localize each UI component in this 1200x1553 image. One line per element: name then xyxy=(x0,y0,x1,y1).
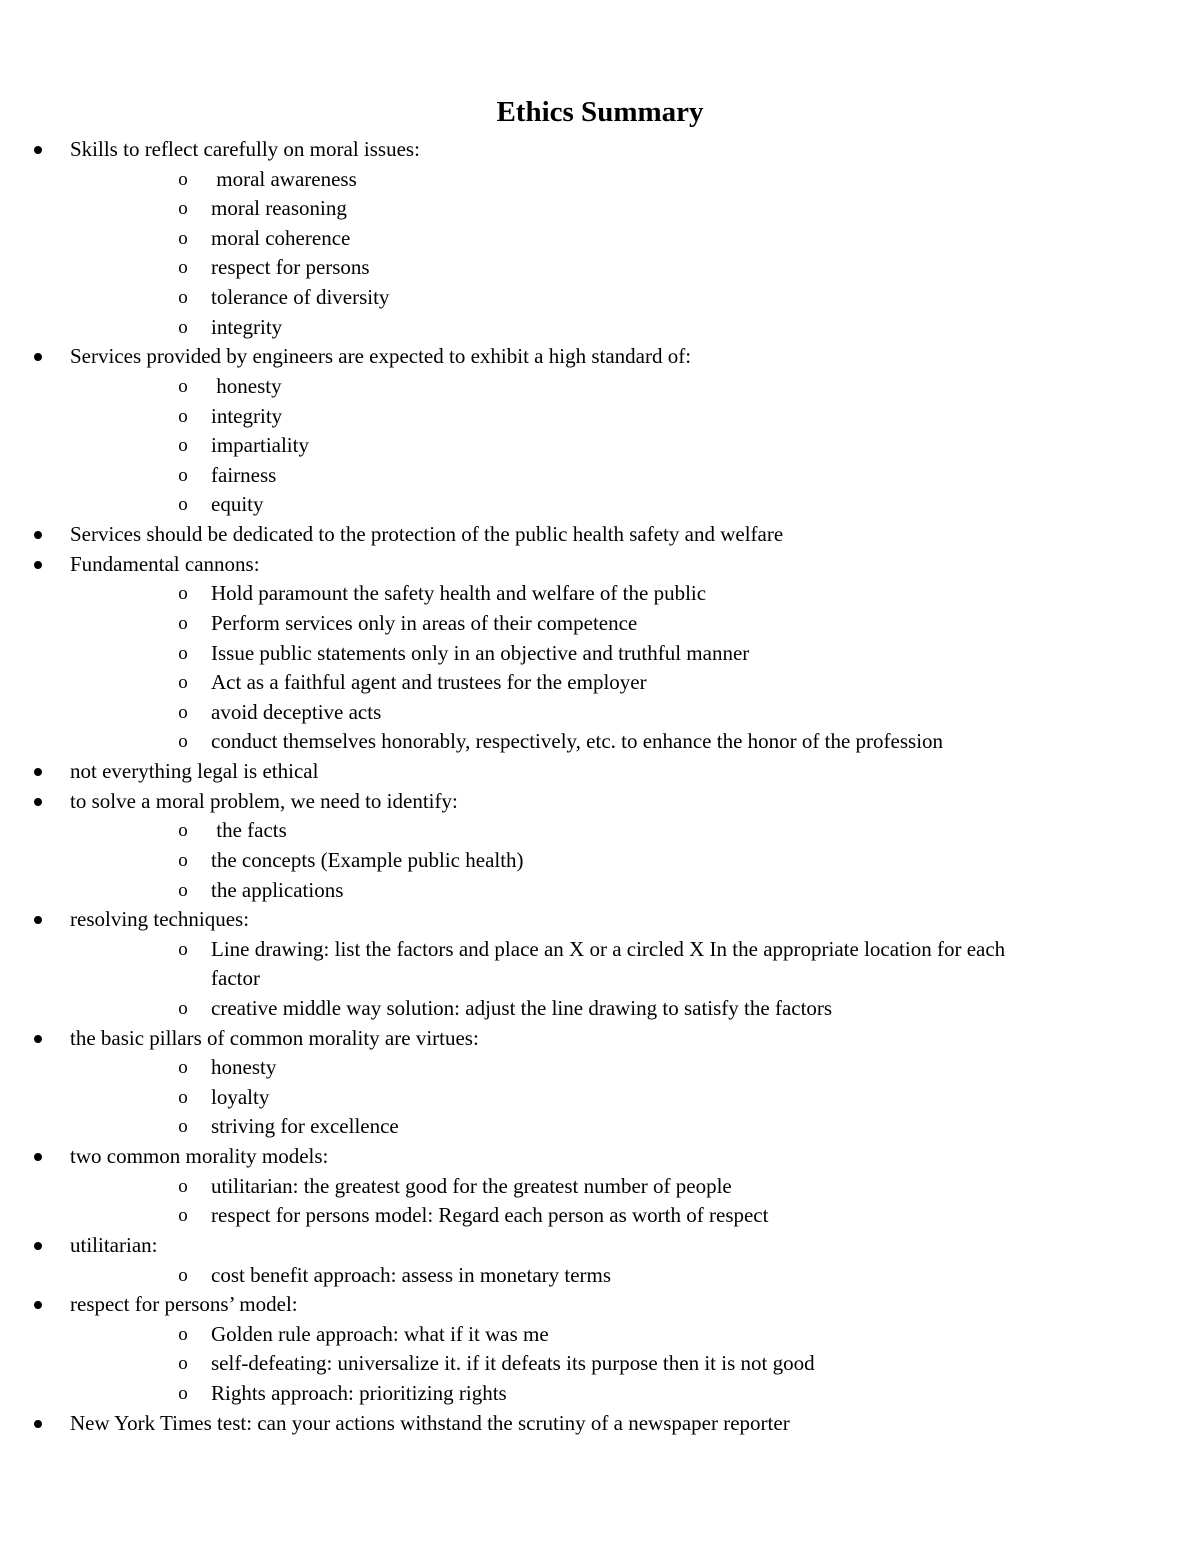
sub-bullet-text: Perform services only in areas of their competence xyxy=(211,611,638,635)
hollow-circle-bullet-icon xyxy=(176,165,190,194)
sub-bullet-text: utilitarian: the greatest good for the greatest number of people xyxy=(211,1174,732,1198)
bullet-text: Services provided by engineers are expected to exhibit a high standard of: xyxy=(70,344,692,368)
bullet-text: resolving techniques: xyxy=(70,907,250,931)
bullet-dot-icon xyxy=(32,520,44,549)
bullet-dot-icon xyxy=(32,1290,44,1319)
bullet-text: Services should be dedicated to the protection of the public health safety and welfare xyxy=(70,522,784,546)
sub-bullet-text: the facts xyxy=(211,818,287,842)
hollow-circle-bullet-icon xyxy=(176,816,190,845)
sub-bullet-text: integrity xyxy=(211,404,283,428)
hollow-circle-bullet-icon xyxy=(176,431,190,460)
bullet-dot-icon xyxy=(32,1231,44,1260)
hollow-circle-bullet-icon xyxy=(176,253,190,282)
hollow-circle-bullet-icon xyxy=(176,876,190,905)
bullet-dot-icon xyxy=(32,905,44,934)
hollow-circle-bullet-icon xyxy=(176,402,190,431)
bullet-dot-icon xyxy=(32,342,44,371)
bullet-text: two common morality models: xyxy=(70,1144,329,1168)
sub-bullet-text: honesty xyxy=(211,1055,277,1079)
bullet-dot-icon xyxy=(32,550,44,579)
bullet-dot-icon xyxy=(32,1409,44,1438)
sub-bullet-text: self-defeating: universalize it. if it defeats its purpose then it is not good xyxy=(211,1351,815,1375)
hollow-circle-bullet-icon xyxy=(176,313,190,342)
bullet-dot-icon xyxy=(32,1142,44,1171)
bullet-dot-icon xyxy=(32,757,44,786)
hollow-circle-bullet-icon xyxy=(176,1053,190,1082)
bullet-text: respect for persons’ model: xyxy=(70,1292,298,1316)
hollow-circle-bullet-icon xyxy=(176,1172,190,1201)
bullet-text: Skills to reflect carefully on moral issues: xyxy=(70,137,420,161)
sub-bullet-text: equity xyxy=(211,492,264,516)
sub-bullet-text: respect for persons model: Regard each person as worth of respect xyxy=(211,1203,769,1227)
sub-bullet-text: the applications xyxy=(211,878,344,902)
sub-bullet-text: respect for persons xyxy=(211,255,370,279)
hollow-circle-bullet-icon xyxy=(176,1349,190,1378)
sub-bullet-text: fairness xyxy=(211,463,277,487)
hollow-circle-bullet-icon xyxy=(176,490,190,519)
sub-bullet-text: the concepts (Example public health) xyxy=(211,848,524,872)
bullet-dot-icon xyxy=(32,1024,44,1053)
hollow-circle-bullet-icon xyxy=(176,194,190,223)
bullet-text: utilitarian: xyxy=(70,1233,158,1257)
sub-bullet-text: cost benefit approach: assess in monetary terms xyxy=(211,1263,612,1287)
hollow-circle-bullet-icon xyxy=(176,727,190,756)
bullet-text: Fundamental cannons: xyxy=(70,552,260,576)
sub-bullet-text: impartiality xyxy=(211,433,309,457)
sub-bullet-text: Issue public statements only in an objective and truthful manner xyxy=(211,641,750,665)
sub-bullet-text: moral awareness xyxy=(211,167,357,191)
hollow-circle-bullet-icon xyxy=(176,372,190,401)
bullet-dot-icon xyxy=(32,135,44,164)
bullet-text: to solve a moral problem, we need to identify: xyxy=(70,789,458,813)
hollow-circle-bullet-icon xyxy=(176,935,190,964)
hollow-circle-bullet-icon xyxy=(176,283,190,312)
sub-bullet-text: Line drawing: list the factors and place an X or a circled X In the appropriate location for each xyxy=(211,937,1006,961)
hollow-circle-bullet-icon xyxy=(176,846,190,875)
hollow-circle-bullet-icon xyxy=(176,224,190,253)
hollow-circle-bullet-icon xyxy=(176,1379,190,1408)
sub-bullet-text: integrity xyxy=(211,315,283,339)
hollow-circle-bullet-icon xyxy=(176,1261,190,1290)
sub-bullet-text: Rights approach: prioritizing rights xyxy=(211,1381,507,1405)
hollow-circle-bullet-icon xyxy=(176,668,190,697)
sub-bullet-text: Act as a faithful agent and trustees for the employer xyxy=(211,670,647,694)
bullet-text: not everything legal is ethical xyxy=(70,759,319,783)
bullet-dot-icon xyxy=(32,787,44,816)
hollow-circle-bullet-icon xyxy=(176,579,190,608)
sub-bullet-text: creative middle way solution: adjust the line drawing to satisfy the factors xyxy=(211,996,833,1020)
document-title: Ethics Summary xyxy=(496,96,704,128)
hollow-circle-bullet-icon xyxy=(176,1201,190,1230)
sub-bullet-text: tolerance of diversity xyxy=(211,285,390,309)
hollow-circle-bullet-icon xyxy=(176,461,190,490)
sub-bullet-text: striving for excellence xyxy=(211,1114,399,1138)
sub-bullet-text: avoid deceptive acts xyxy=(211,700,382,724)
sub-bullet-text: Hold paramount the safety health and welfare of the public xyxy=(211,581,707,605)
sub-bullet-text: moral coherence xyxy=(211,226,351,250)
hollow-circle-bullet-icon xyxy=(176,609,190,638)
hollow-circle-bullet-icon xyxy=(176,1320,190,1349)
hollow-circle-bullet-icon xyxy=(176,994,190,1023)
sub-bullet-text: honesty xyxy=(211,374,282,398)
hollow-circle-bullet-icon xyxy=(176,698,190,727)
hollow-circle-bullet-icon xyxy=(176,639,190,668)
sub-bullet-text: moral reasoning xyxy=(211,196,347,220)
hollow-circle-bullet-icon xyxy=(176,1083,190,1112)
sub-bullet-text: Golden rule approach: what if it was me xyxy=(211,1322,549,1346)
sub-bullet-text: factor xyxy=(211,966,260,990)
bullet-text: New York Times test: can your actions withstand the scrutiny of a newspaper reporter xyxy=(70,1411,790,1435)
bullet-text: the basic pillars of common morality are virtues: xyxy=(70,1026,479,1050)
sub-bullet-text: loyalty xyxy=(211,1085,270,1109)
hollow-circle-bullet-icon xyxy=(176,1112,190,1141)
sub-bullet-text: conduct themselves honorably, respectively, etc. to enhance the honor of the profession xyxy=(211,729,944,753)
